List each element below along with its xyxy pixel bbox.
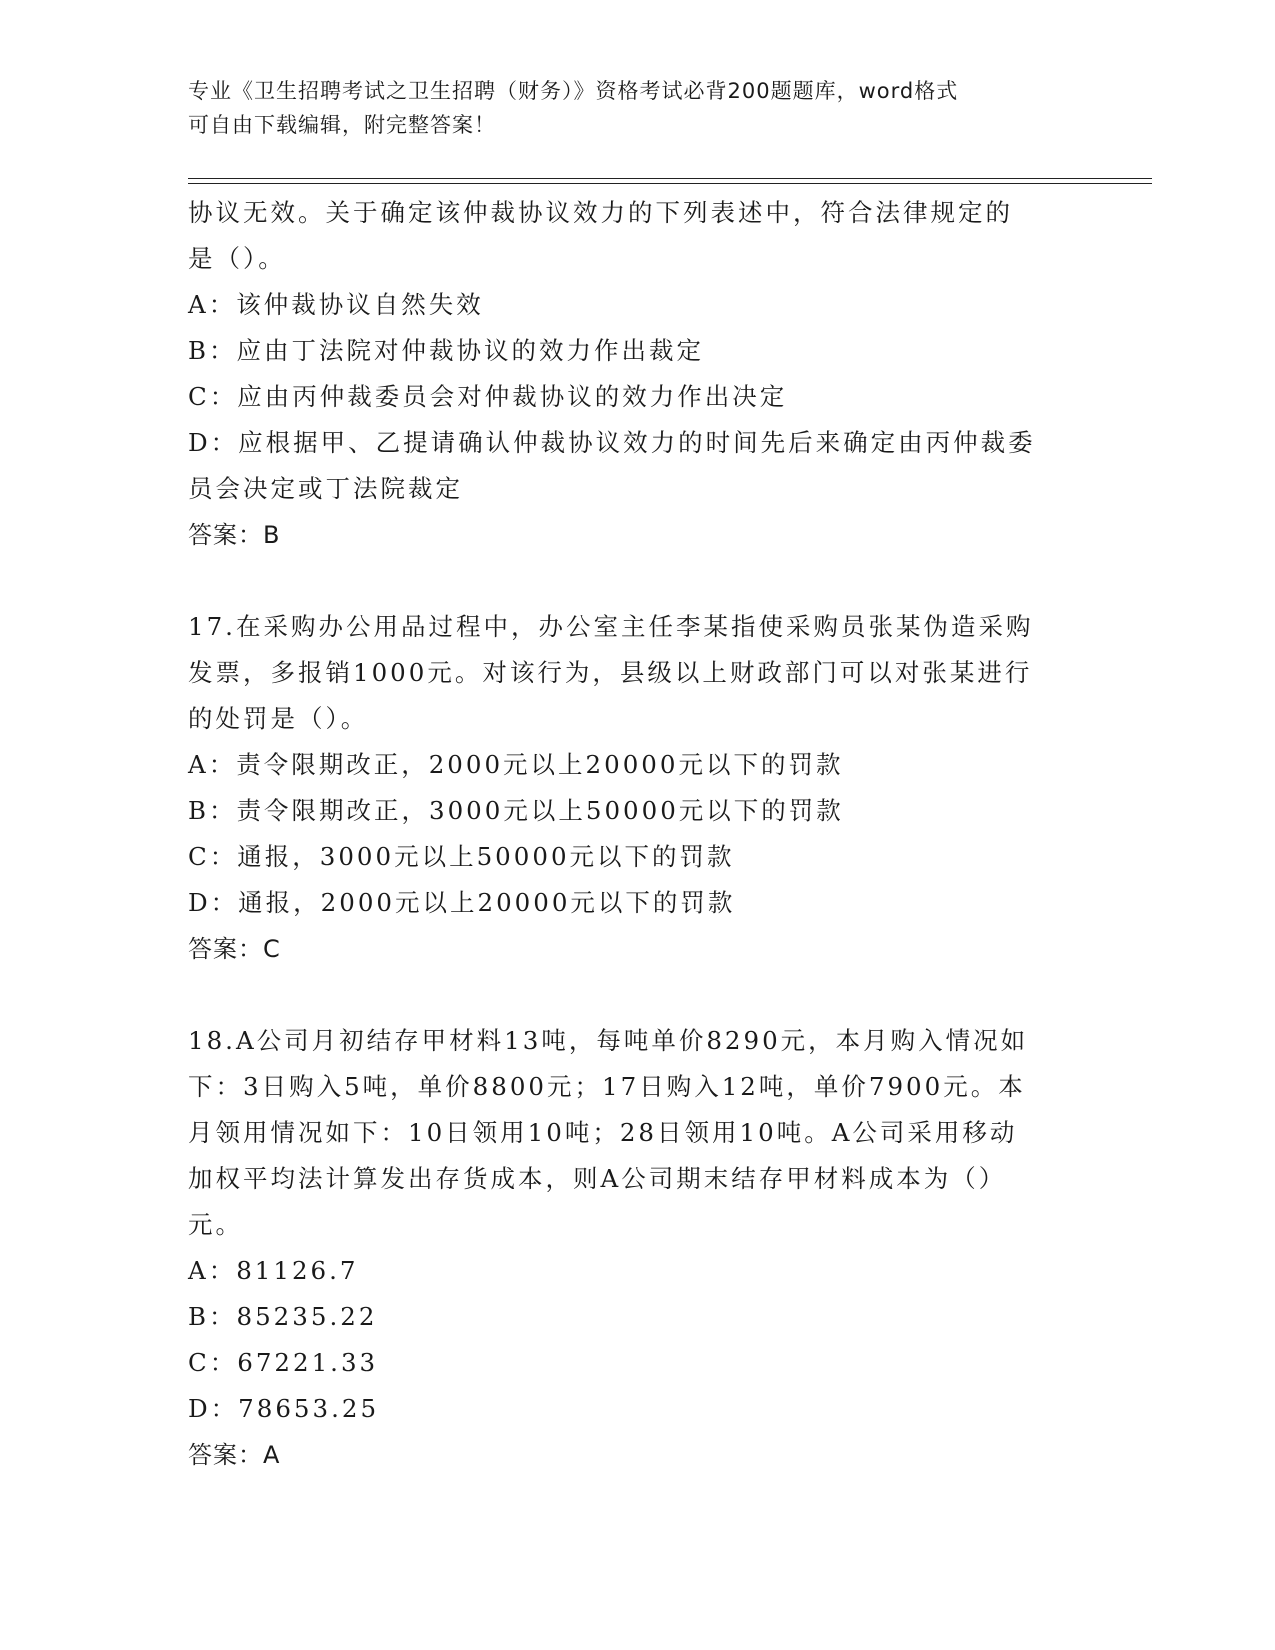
- option-a: A：该仲裁协议自然失效: [188, 290, 484, 319]
- option-c: C：通报，3000元以上50000元以下的罚款: [188, 842, 735, 871]
- option-d: D：应根据甲、乙提请确认仲裁协议效力的时间先后来确定由丙仲裁委: [188, 428, 1036, 457]
- option-d: D：通报，2000元以上20000元以下的罚款: [188, 888, 736, 917]
- spacer: [188, 972, 1088, 1018]
- question-stem-line: 协议无效。关于确定该仲裁协议效力的下列表述中，符合法律规定的: [188, 198, 1013, 227]
- question-stem-line: 下：3日购入5吨，单价8800元；17日购入12吨，单价7900元。本: [188, 1072, 1026, 1101]
- question-18: [188, 1018, 1088, 1478]
- header-line-2: 可自由下载编辑，附完整答案！: [188, 113, 496, 137]
- question-16: [188, 190, 1088, 558]
- option-a: A：责令限期改正，2000元以上20000元以下的罚款: [188, 750, 844, 779]
- question-stem-line: 月领用情况如下：10日领用10吨；28日领用10吨。A公司采用移动: [188, 1118, 1018, 1147]
- header-divider-bottom: [188, 183, 1152, 184]
- question-stem-line: 17.在采购办公用品过程中，办公室主任李某指使采购员张某伪造采购: [188, 612, 1034, 641]
- option-b: B：85235.22: [188, 1302, 378, 1331]
- option-b: B：责令限期改正，3000元以上50000元以下的罚款: [188, 796, 844, 825]
- answer-label: 答案：B: [188, 521, 281, 549]
- answer-label: 答案：A: [188, 1441, 281, 1469]
- spacer: [188, 558, 1088, 604]
- answer-label: 答案：C: [188, 935, 281, 963]
- option-c: C：应由丙仲裁委员会对仲裁协议的效力作出决定: [188, 382, 788, 411]
- header-line-1: 专业《卫生招聘考试之卫生招聘（财务）》资格考试必背200题题库，word格式: [188, 79, 959, 103]
- question-list: [188, 190, 1088, 1478]
- question-stem-line: 的处罚是（）。: [188, 704, 369, 733]
- option-d: D：78653.25: [188, 1394, 380, 1423]
- option-c: C：67221.33: [188, 1348, 379, 1377]
- option-b: B：应由丁法院对仲裁协议的效力作出裁定: [188, 336, 705, 365]
- question-stem-line: 发票，多报销1000元。对该行为，县级以上财政部门可以对张某进行: [188, 658, 1033, 687]
- option-a: A：81126.7: [188, 1256, 359, 1285]
- header-divider-top: [188, 178, 1152, 179]
- option-d-continued: 员会决定或丁法院裁定: [188, 474, 463, 503]
- question-17: [188, 604, 1088, 972]
- question-stem-line: 加权平均法计算发出存货成本，则A公司期末结存甲材料成本为（）: [188, 1164, 1007, 1193]
- question-stem-line: 元。: [188, 1210, 243, 1239]
- question-stem-line: 是（）。: [188, 244, 286, 273]
- document-header: [188, 74, 1088, 142]
- question-stem-line: 18.A公司月初结存甲材料13吨，每吨单价8290元，本月购入情况如: [188, 1026, 1029, 1055]
